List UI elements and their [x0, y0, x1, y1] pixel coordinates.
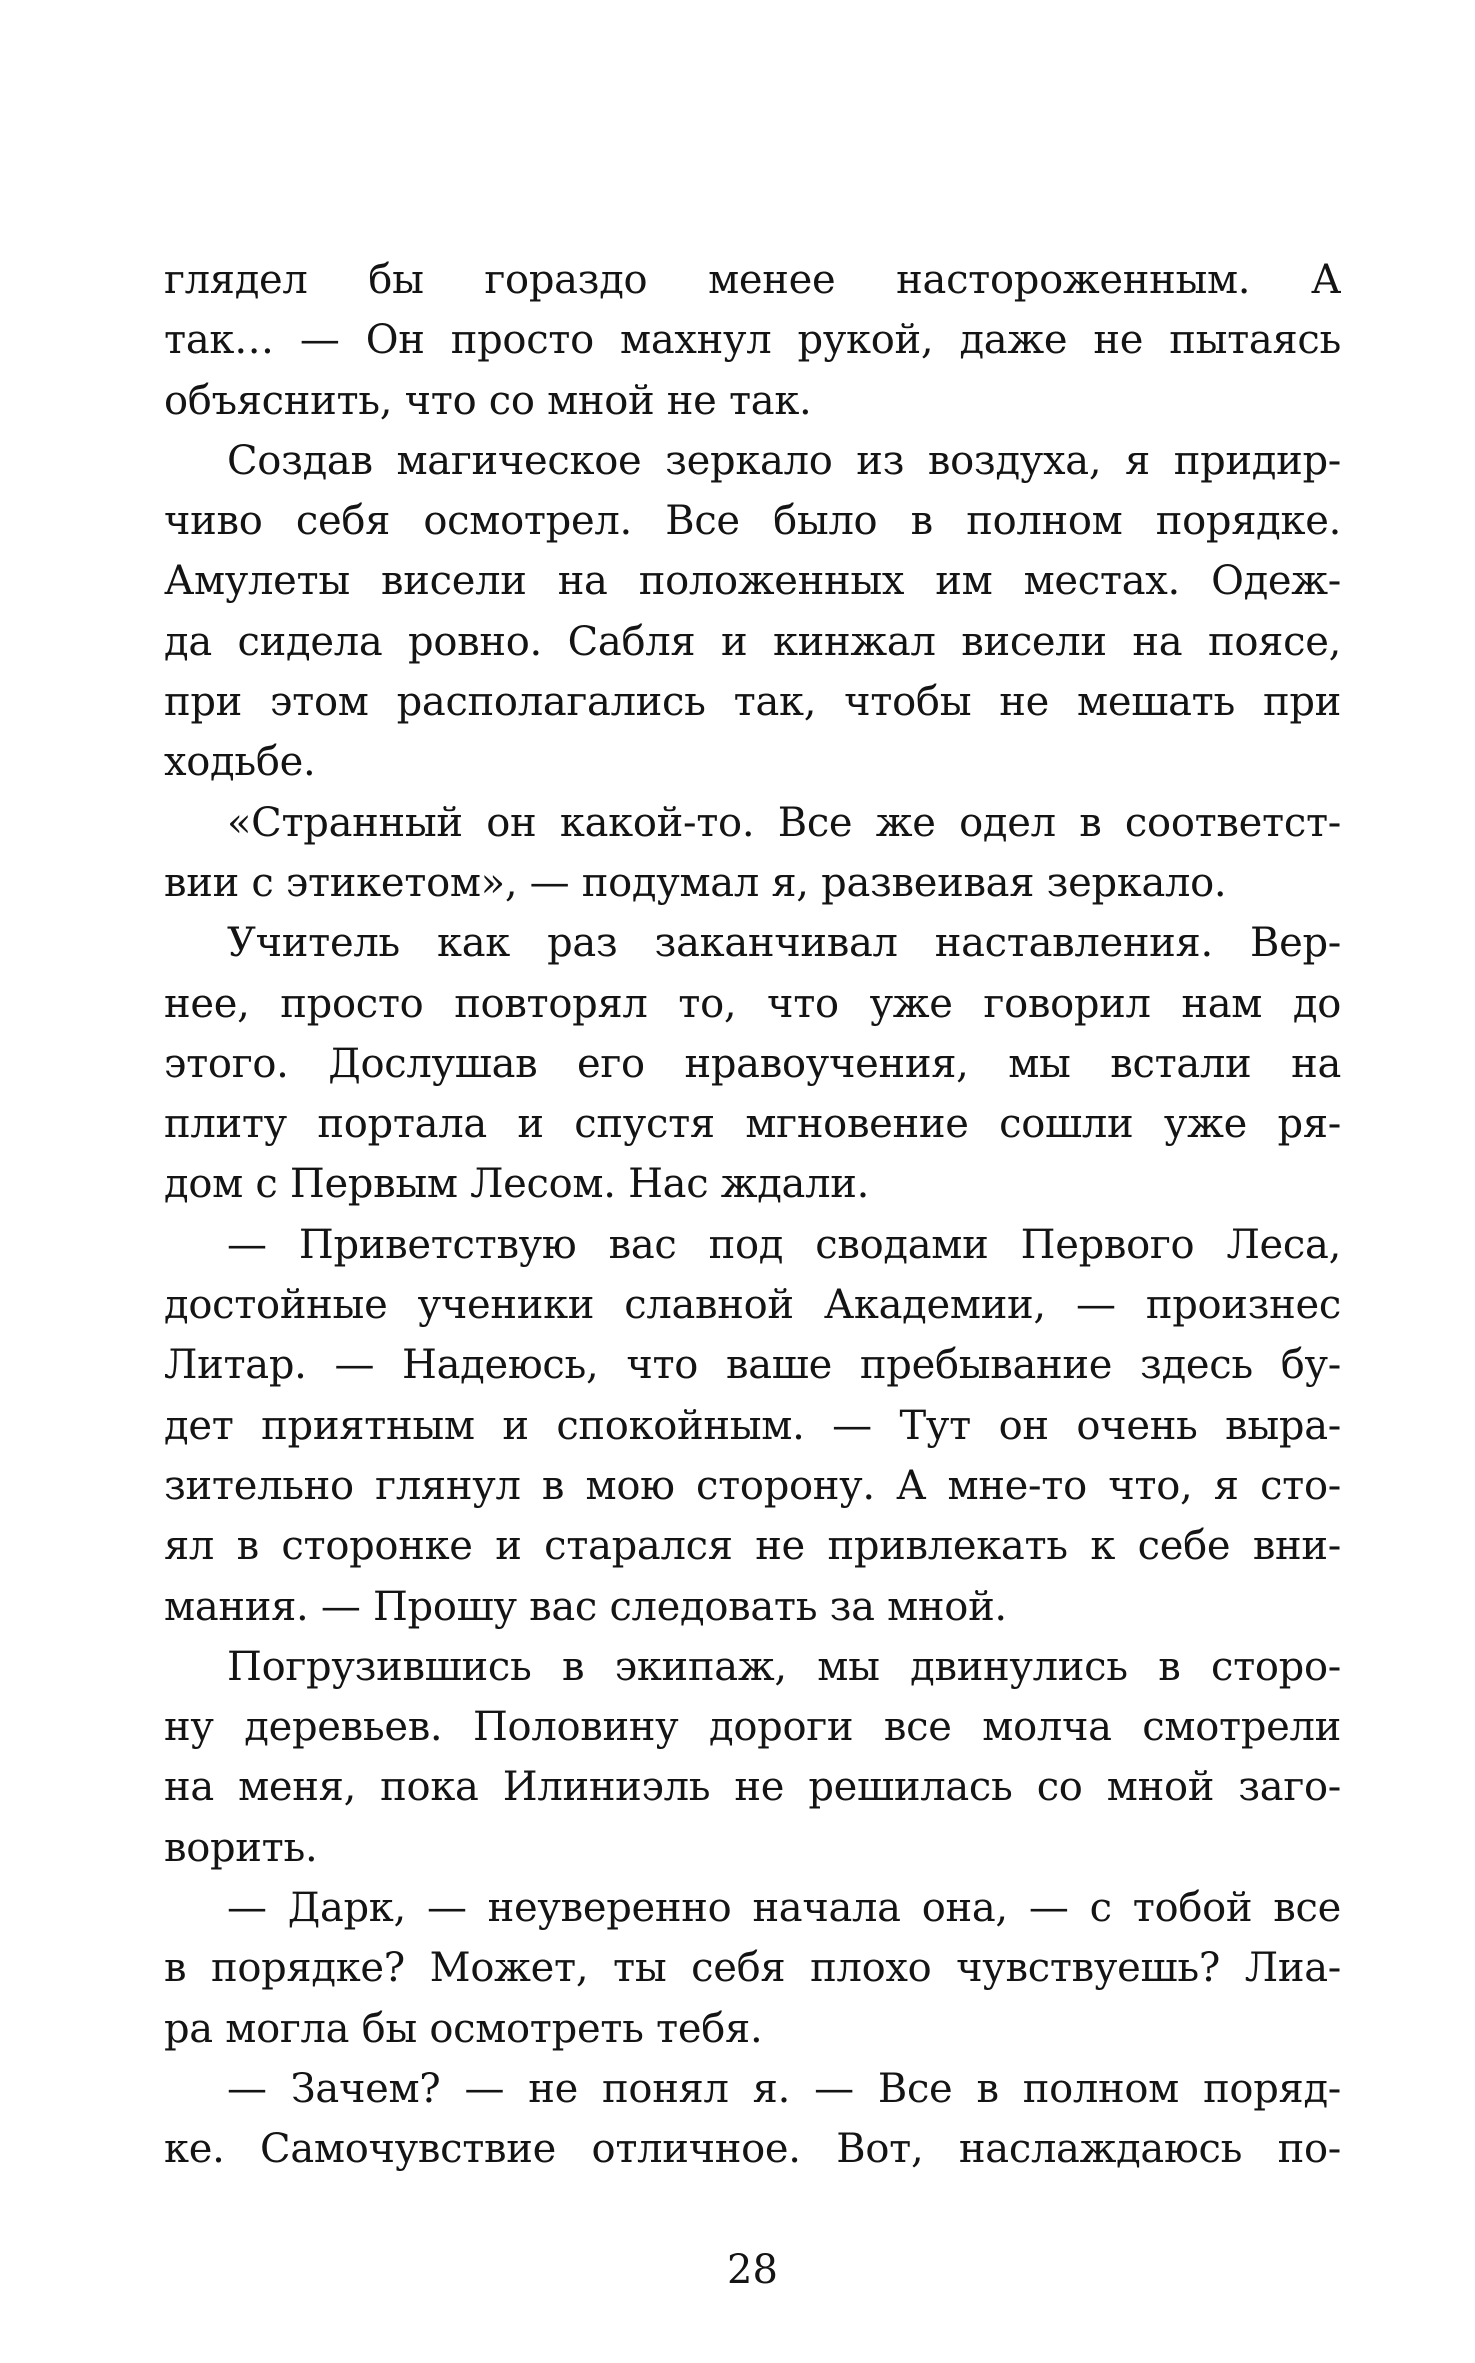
text-line: Создав магическое зеркало из воздуха, я придир-: [227, 437, 1341, 484]
text-line: — Дарк, — неуверенно начала она, — с тобой все: [227, 1885, 1341, 1932]
text-line: объяснить, что со мной не так.: [164, 377, 812, 424]
text-line: да сидела ровно. Сабля и кинжал висели на поясе,: [164, 618, 1341, 665]
text-line: плиту портала и спустя мгновение сошли уже ря-: [164, 1101, 1341, 1148]
paragraph: [164, 793, 1341, 914]
text-line: дет приятным и спокойным. — Тут он очень выра-: [164, 1402, 1341, 1449]
paragraph: [164, 2059, 1341, 2180]
text-line: вии с этикетом», — подумал я, развеивая зеркало.: [164, 859, 1227, 906]
text-line: ке. Самочувствие отличное. Вот, наслаждаюсь по-: [164, 2126, 1341, 2173]
paragraph: [164, 1878, 1341, 2059]
body-text: [164, 250, 1341, 2180]
text-line: этого. Дослушав его нравоучения, мы встали на: [164, 1040, 1341, 1087]
page-number: 28: [727, 2247, 778, 2293]
text-line: чиво себя осмотрел. Все было в полном порядке.: [164, 498, 1341, 545]
text-line: так… — Он просто махнул рукой, даже не пытаясь: [164, 317, 1341, 364]
text-line: Литар. — Надеюсь, что ваше пребывание здесь бу-: [164, 1342, 1341, 1389]
text-line: в порядке? Может, ты себя плохо чувствуешь? Лиа-: [164, 1945, 1341, 1992]
text-line: достойные ученики славной Академии, — произнес: [164, 1282, 1341, 1329]
paragraph: [164, 913, 1341, 1214]
text-line: ворить.: [164, 1824, 318, 1871]
text-line: при этом располагались так, чтобы не мешать при: [164, 679, 1341, 726]
text-line: нее, просто повторял то, что уже говорил нам до: [164, 980, 1341, 1027]
text-line: дом с Первым Лесом. Нас ждали.: [164, 1161, 869, 1208]
paragraph: [164, 431, 1341, 793]
text-line: — Приветствую вас под сводами Первого Леса,: [227, 1221, 1341, 1268]
text-line: «Странный он какой-то. Все же одел в соответст-: [227, 799, 1341, 846]
paragraph: [164, 1637, 1341, 1878]
paragraph: [164, 250, 1341, 431]
paragraph: [164, 1215, 1341, 1637]
text-line: ходьбе.: [164, 739, 316, 786]
text-line: Учитель как раз заканчивал наставления. Вер-: [227, 920, 1341, 967]
text-line: Погрузившись в экипаж, мы двинулись в сторо-: [227, 1643, 1341, 1690]
text-line: ра могла бы осмотреть тебя.: [164, 2005, 763, 2052]
text-line: Амулеты висели на положенных им местах. Одеж-: [164, 558, 1341, 605]
text-line: зительно глянул в мою сторону. А мне-то что, я сто-: [164, 1462, 1341, 1509]
text-line: на меня, пока Илиниэль не решилась со мной заго-: [164, 1764, 1341, 1811]
text-line: — Зачем? — не понял я. — Все в полном поряд-: [227, 2065, 1341, 2112]
text-line: ял в сторонке и старался не привлекать к себе вни-: [164, 1523, 1341, 1570]
text-line: мания. — Прошу вас следовать за мной.: [164, 1583, 1007, 1630]
text-line: глядел бы гораздо менее настороженным. А: [164, 257, 1341, 303]
text-line: ну деревьев. Половину дороги все молча смотрели: [164, 1704, 1341, 1751]
